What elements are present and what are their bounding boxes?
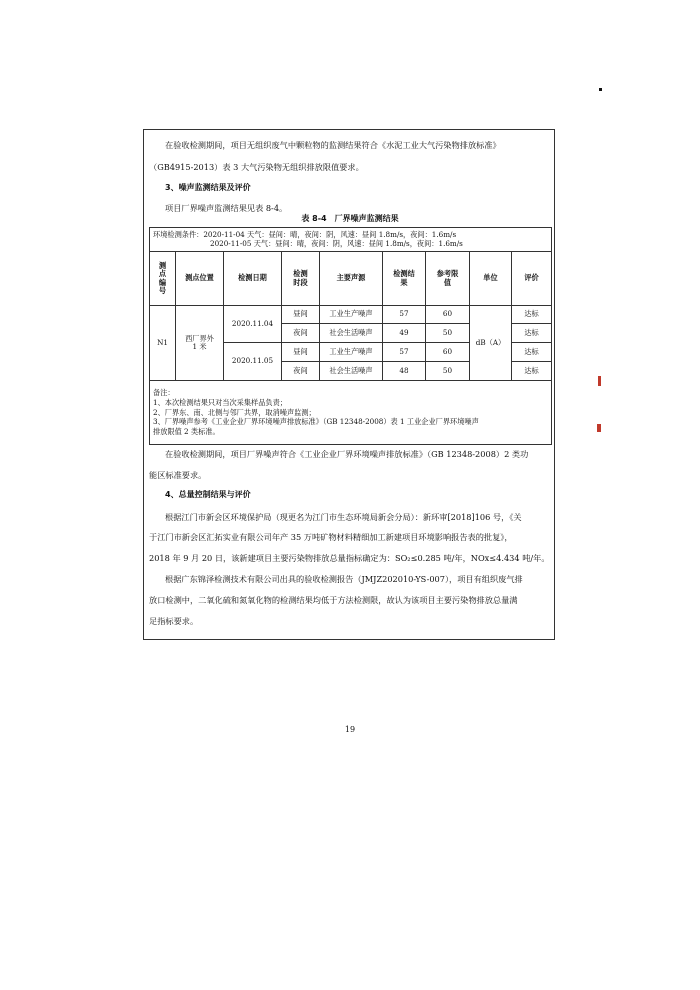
paragraph: 根据江门市新会区环境保护局（现更名为江门市生态环境局新会分局）：新环审[2018]106 号，《关 xyxy=(165,512,522,522)
source-cell: 社会生活噪声 xyxy=(320,324,383,343)
header-location: 测点位置 xyxy=(176,252,224,306)
header-result: 检测结 果 xyxy=(383,252,426,306)
notes-row xyxy=(150,381,552,445)
paragraph: 根据广东锦泽检测技术有限公司出具的验收检测报告（JMJZ202010-YS-007），项目有组织废气排 xyxy=(165,574,523,584)
period-cell: 昼间 xyxy=(282,343,320,362)
conditions-row xyxy=(150,228,552,252)
location-cell: 西厂界外 1 米 xyxy=(176,306,224,381)
result-cell: 48 xyxy=(383,362,426,381)
limit-cell: 50 xyxy=(426,324,470,343)
conditions-line: 2020-11-05 天气：昼间：晴，夜间：阴，风速：昼间 1.8m/s，夜间：1.6m/s xyxy=(210,238,463,248)
noise-table xyxy=(149,227,552,445)
note-item: 1、本次检测结果只对当次采集样品负责； xyxy=(153,397,287,407)
paragraph: 在验收检测期间，项目厂界噪声符合《工业企业厂界环境噪声排放标准》（GB 12348-2008）2 类功 xyxy=(165,449,529,459)
scan-mark xyxy=(599,88,602,91)
evaluation-cell: 达标 xyxy=(512,343,552,362)
table-caption: 表 8-4 厂界噪声监测结果 xyxy=(301,214,399,223)
header-row xyxy=(150,252,552,306)
date-cell: 2020.11.05 xyxy=(224,343,282,381)
scan-speck xyxy=(598,376,601,386)
evaluation-cell: 达标 xyxy=(512,306,552,324)
note-item: 3、厂界噪声参考《工业企业厂界环境噪声排放标准》（GB 12348-2008）表 1 工业企业厂界环境噪声 xyxy=(153,417,479,427)
table-row xyxy=(150,306,552,324)
section-heading: 3、噪声监测结果及评价 xyxy=(165,183,251,192)
period-cell: 夜间 xyxy=(282,362,320,381)
scan-speck xyxy=(597,424,601,432)
evaluation-cell: 达标 xyxy=(512,324,552,343)
paragraph: 在验收检测期间，项目无组织废气中颗粒物的监测结果符合《水泥工业大气污染物排放标准》 xyxy=(165,140,501,150)
result-cell: 49 xyxy=(383,324,426,343)
result-cell: 57 xyxy=(383,306,426,324)
notes-cell xyxy=(150,381,552,445)
header-date: 检测日期 xyxy=(224,252,282,306)
conditions-line: 环境检测条件：2020-11-04 天气：昼间：晴，夜间：阴，风速：昼间 1.8m/s，夜间：1.6m/s xyxy=(153,230,457,240)
source-cell: 工业生产噪声 xyxy=(320,306,383,324)
source-cell: 工业生产噪声 xyxy=(320,343,383,362)
result-cell: 57 xyxy=(383,343,426,362)
header-evaluation: 评价 xyxy=(512,252,552,306)
unit-cell: dB（A） xyxy=(470,306,512,381)
section-heading: 4、总量控制结果与评价 xyxy=(165,490,251,499)
header-source: 主要声源 xyxy=(320,252,383,306)
limit-cell: 50 xyxy=(426,362,470,381)
note-item: 2、厂界东、南、北侧与邻厂共界，取消噪声监测； xyxy=(153,407,316,417)
date-cell: 2020.11.04 xyxy=(224,306,282,343)
period-cell: 夜间 xyxy=(282,324,320,343)
limit-cell: 60 xyxy=(426,343,470,362)
source-cell: 社会生活噪声 xyxy=(320,362,383,381)
note-item: 排放限值 2 类标准。 xyxy=(153,427,220,437)
paragraph: 放口检测中，二氧化硫和氮氧化物的检测结果均低于方法检测限，故认为该项目主要污染物排放总量满 xyxy=(149,595,518,605)
paragraph: 项目厂界噪声监测结果见表 8-4。 xyxy=(165,203,288,213)
paragraph: 于江门市新会区汇拓实业有限公司年产 35 万吨矿物材料精细加工新建项目环境影响报告表的批复》， xyxy=(149,532,513,542)
header-limit: 参考限 值 xyxy=(426,252,470,306)
header-period: 检测 时段 xyxy=(282,252,320,306)
paragraph: （GB4915-2013）表 3 大气污染物无组织排放限值要求。 xyxy=(149,162,364,172)
paragraph: 足指标要求。 xyxy=(149,616,199,626)
notes-title: 备注： xyxy=(153,388,175,398)
header-point-no: 测 点 编 号 xyxy=(150,252,176,306)
limit-cell: 60 xyxy=(426,306,470,324)
point-cell: N1 xyxy=(150,306,176,381)
page-number: 19 xyxy=(344,725,356,734)
evaluation-cell: 达标 xyxy=(512,362,552,381)
period-cell: 昼间 xyxy=(282,306,320,324)
paragraph: 2018 年 9 月 20 日，该新建项目主要污染物排放总量指标确定为：SO₂≤0.285 吨/年，NOx≤4.434 吨/年。 xyxy=(149,553,550,563)
header-unit: 单位 xyxy=(470,252,512,306)
paragraph: 能区标准要求。 xyxy=(149,470,207,480)
